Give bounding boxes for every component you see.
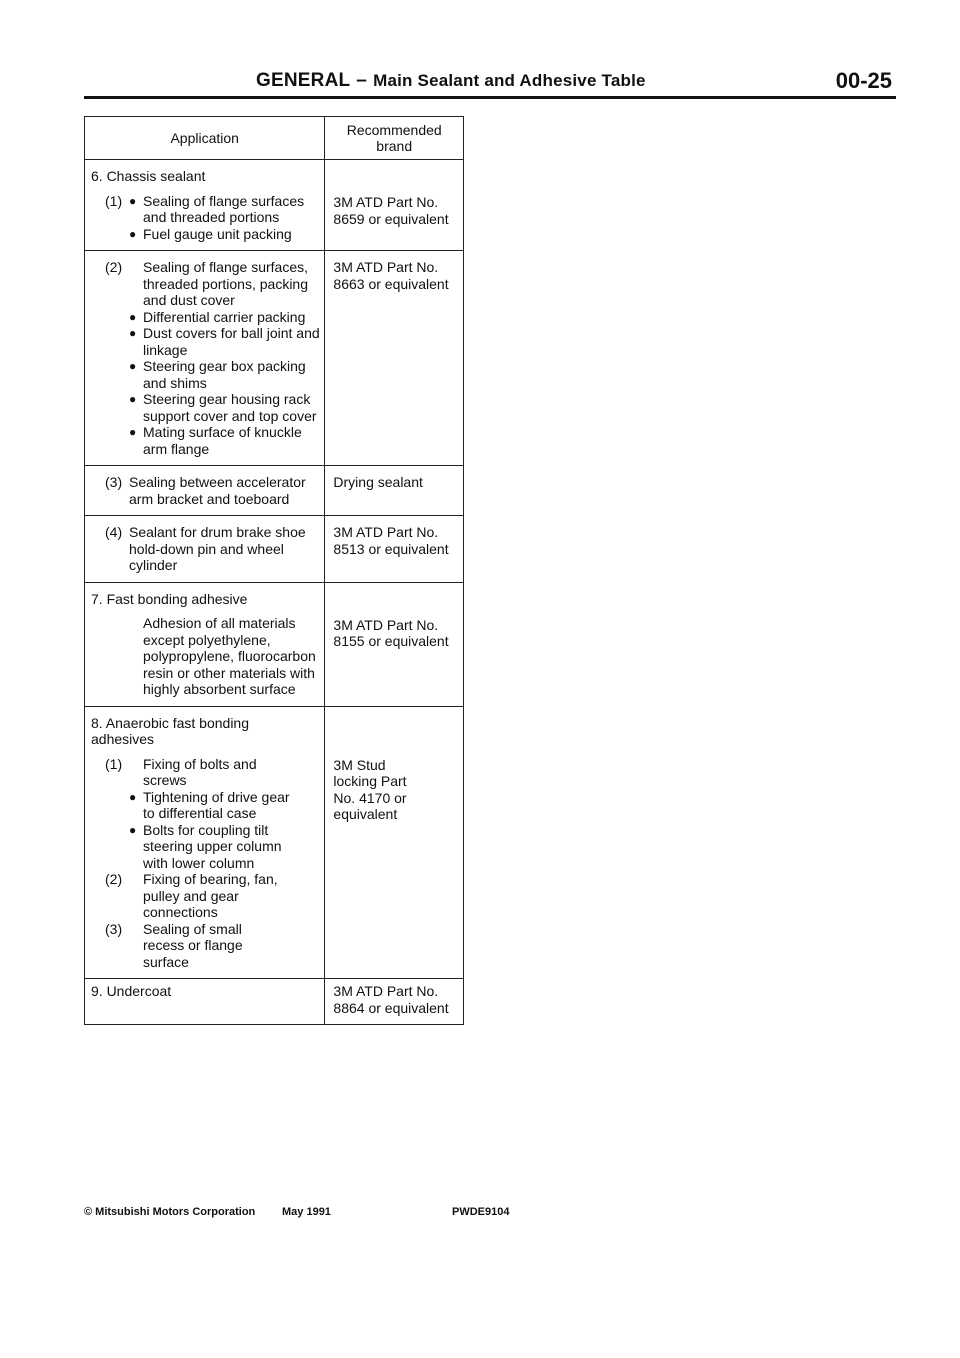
- brand-cell: Drying sealant: [325, 466, 464, 516]
- list-item: [85, 516, 324, 582]
- bullet-icon: ●: [129, 789, 137, 804]
- table-row: [85, 516, 464, 583]
- brand-cell: 3M ATD Part No. 8663 or equivalent: [325, 251, 464, 466]
- item-text: Differential carrier packing: [143, 308, 306, 325]
- bullet-icon: ●: [129, 425, 137, 439]
- footer-copyright: © Mitsubishi Motors Corporation: [84, 1206, 256, 1218]
- item-number: (4): [105, 524, 123, 540]
- item-number: (1): [105, 755, 123, 772]
- item-text: Fixing of bearing, fan, pulley and gear connections: [143, 871, 278, 920]
- item-text: Sealant for drum brake shoe hold-down pin and wheel cylinder: [129, 524, 306, 573]
- header-title: [256, 70, 646, 92]
- header-dash: –: [356, 70, 368, 91]
- item-text: Adhesion of all materials except polyethylene, polypropylene, fluorocarbon resin or other materials with highly absorbent surface: [143, 615, 316, 697]
- section-title: 7. Fast bonding adhesive: [91, 590, 248, 607]
- header-section: GENERAL: [256, 70, 351, 91]
- brand-cell: 3M ATD Part No. 8513 or equivalent: [325, 516, 464, 583]
- header-subtitle: Main Sealant and Adhesive Table: [373, 71, 646, 90]
- header-rule: [84, 96, 896, 99]
- table-row: [85, 466, 464, 516]
- item-number: (3): [105, 474, 123, 490]
- table-row: [85, 160, 464, 251]
- list-item: [85, 185, 324, 251]
- footer-date: May 1991: [282, 1206, 331, 1218]
- item-number: (1): [105, 192, 123, 209]
- list-item: [85, 921, 324, 979]
- section-title: 8. Anaerobic fast bonding adhesives: [91, 714, 250, 747]
- table-row: [85, 251, 464, 466]
- item-number: (2): [105, 259, 123, 275]
- brand-cell: 3M Stud locking Part No. 4170 or equivalent: [325, 706, 464, 979]
- footer-code: PWDE9104: [452, 1206, 510, 1218]
- item-number: (3): [105, 920, 123, 937]
- item-text: Dust covers for ball joint and linkage: [143, 325, 320, 358]
- bullet-icon: ●: [129, 326, 137, 340]
- bullet-icon: ●: [129, 309, 137, 324]
- item-text: Steering gear housing rack support cover and top cover: [143, 391, 317, 424]
- table-header-row: [85, 117, 464, 160]
- page-number: 00-25: [835, 68, 892, 93]
- table-row: [85, 979, 464, 1025]
- item-text: Fixing of bolts and screws: [143, 755, 257, 788]
- section-title: 9. Undercoat: [91, 983, 172, 999]
- item-text: Sealing of flange surfaces, threaded portions, packing and dust cover: [143, 259, 308, 308]
- bullet-icon: ●: [129, 359, 137, 373]
- item-text: Tightening of drive gear to differential case: [143, 788, 290, 821]
- table-row: [85, 706, 464, 979]
- item-text: Sealing of small recess or flange surface: [143, 920, 243, 970]
- item-text: Sealing of flange surfaces and threaded portions: [143, 192, 305, 225]
- bullet-icon: ●: [129, 392, 137, 406]
- item-text: Mating surface of knuckle arm flange: [143, 424, 302, 457]
- section-title: 6. Chassis sealant: [91, 168, 206, 184]
- item-text: Fuel gauge unit packing: [143, 225, 292, 242]
- list-item: [85, 466, 324, 515]
- list-item: [85, 748, 324, 872]
- bullet-icon: ●: [129, 193, 137, 208]
- sealant-table: [84, 116, 464, 1025]
- list-item: [85, 871, 324, 921]
- bullet-icon: ●: [129, 822, 137, 837]
- list-item: [85, 251, 324, 465]
- item-text: Steering gear box packing and shims: [143, 358, 306, 391]
- bullet-icon: ●: [129, 226, 137, 241]
- col-header-application: Application: [85, 117, 325, 160]
- table-row: [85, 582, 464, 706]
- item-text: Sealing between accelerator arm bracket and toeboard: [129, 474, 306, 507]
- brand-cell: 3M ATD Part No. 8659 or equivalent: [325, 160, 464, 251]
- item-text: Bolts for coupling tilt steering upper column with lower column: [143, 821, 282, 871]
- brand-cell: 3M ATD Part No. 8155 or equivalent: [325, 582, 464, 706]
- item-number: (2): [105, 871, 123, 887]
- brand-cell: 3M ATD Part No. 8864 or equivalent: [325, 979, 464, 1025]
- col-header-brand: Recommended brand: [325, 117, 464, 160]
